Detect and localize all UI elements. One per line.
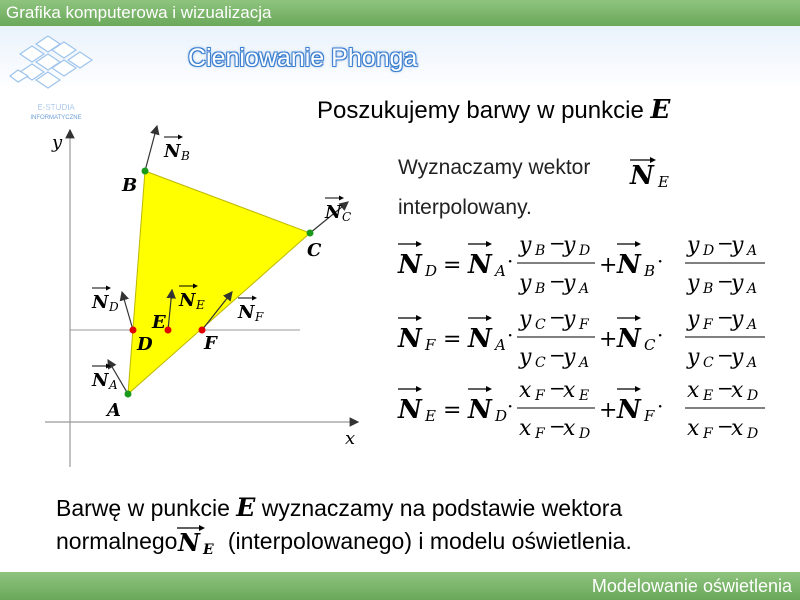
svg-text:x: x	[687, 378, 700, 403]
eq3-t1-sub: D	[495, 407, 508, 425]
point-b	[142, 168, 149, 175]
bottom-line1-b: wyznaczamy na podstawie wektora	[261, 495, 623, 521]
eq1-t2-den-a: B	[703, 281, 714, 297]
normal-label-c	[324, 196, 351, 225]
eq2-t2-den-b: A	[747, 355, 758, 371]
svg-text:E: E	[196, 298, 205, 312]
e-studia-logo	[8, 30, 104, 126]
label-b: B	[122, 175, 138, 196]
point-a	[125, 391, 132, 398]
triangle	[128, 171, 310, 394]
svg-text:·: ·	[507, 249, 514, 273]
svg-text:y: y	[687, 345, 700, 370]
eq3-n-t1: N	[468, 395, 492, 425]
bottom-line1-a: Barwę w punkcie	[56, 495, 230, 521]
bottom-line2-a: normalnego	[56, 528, 178, 554]
eq2-t1-den-b: A	[579, 355, 590, 371]
svg-text:=: =	[443, 398, 462, 423]
eq3-t2-den-a: F	[703, 426, 713, 442]
eq3-n-lhs: N	[398, 395, 422, 425]
svg-text:=: =	[443, 253, 462, 278]
svg-text:·: ·	[657, 394, 664, 418]
svg-text:y: y	[563, 233, 576, 258]
slide-title: Cieniowanie Phonga	[188, 44, 418, 72]
svg-text:y: y	[731, 233, 744, 258]
svg-text:·: ·	[657, 249, 664, 273]
vector-ne-inline	[628, 152, 678, 192]
vector-ne-bottom	[177, 523, 221, 557]
eq2-t1-num-a: C	[535, 317, 546, 333]
eq1-t1-den-b: A	[579, 281, 590, 297]
bottom-text	[56, 493, 632, 557]
eq3-t2-sub: F	[644, 407, 655, 425]
triangle-diagram	[40, 122, 360, 472]
top-bar	[0, 0, 800, 26]
label-d: D	[137, 334, 153, 355]
point-c	[307, 230, 314, 237]
svg-text:N: N	[92, 292, 109, 313]
eq3-t2-num-a: E	[703, 388, 714, 404]
svg-text:A: A	[109, 378, 118, 392]
eq3-t1-num-a: F	[535, 388, 545, 404]
normal-d-arrow	[122, 292, 133, 330]
eq2-t1-num-b: F	[579, 317, 589, 333]
normal-label-d	[91, 286, 119, 315]
eq2-t2-num-b: A	[747, 317, 758, 333]
svg-text:x: x	[687, 416, 700, 441]
eq3-t1-num-b: E	[579, 388, 590, 404]
eq1-n-t1: N	[468, 250, 492, 280]
svg-text:F: F	[255, 310, 264, 324]
svg-text:y: y	[563, 307, 576, 332]
eq1-t1-num-a: B	[535, 243, 546, 259]
svg-text:C: C	[342, 210, 352, 224]
eq1-t1-den-a: B	[535, 281, 546, 297]
eq3-t2-den-b: D	[747, 426, 759, 442]
svg-text:−: −	[549, 414, 566, 438]
svg-text:−: −	[717, 376, 734, 400]
svg-text:−: −	[549, 269, 566, 293]
svg-text:y: y	[687, 307, 700, 332]
svg-text:−: −	[717, 414, 734, 438]
svg-text:−: −	[549, 343, 566, 367]
svg-text:y: y	[519, 271, 532, 296]
eq1-var: y	[519, 233, 532, 258]
svg-text:·: ·	[657, 323, 664, 347]
equation-nd	[395, 228, 785, 300]
svg-text:D: D	[109, 300, 119, 314]
svg-text:N: N	[92, 370, 109, 391]
lead-point-var: E	[650, 95, 671, 125]
bottom-line2-b: (interpolowanego) i modelu oświetlenia.	[227, 528, 632, 554]
svg-text:N: N	[179, 290, 196, 311]
vector-sub: E	[658, 173, 669, 191]
svg-text:y: y	[687, 233, 700, 258]
normal-label-b	[163, 135, 190, 164]
label-f: F	[204, 333, 217, 354]
eq2-t2-num-a: F	[703, 317, 713, 333]
lead-text-label: Poszukujemy barwy w punkcie	[317, 97, 644, 124]
eq1-t1-sub: A	[495, 262, 506, 280]
eq2-var: y	[519, 307, 532, 332]
eq3-n-t2: N	[617, 395, 641, 425]
normal-label-a	[91, 364, 118, 393]
label-c: C	[307, 240, 322, 261]
interpolowany-text: interpolowany.	[398, 196, 532, 219]
svg-text:−: −	[549, 305, 566, 329]
eq2-n-lhs: N	[398, 324, 422, 354]
eq2-t2-sub: C	[644, 336, 656, 354]
svg-text:·: ·	[507, 323, 514, 347]
eq1-t1-num-b: D	[579, 243, 591, 259]
eq2-n-t2: N	[617, 324, 641, 354]
eq3-var: x	[519, 378, 532, 403]
svg-text:−: −	[549, 231, 566, 255]
svg-text:−: −	[549, 376, 566, 400]
eq1-n-t2: N	[617, 250, 641, 280]
eq2-lhs-sub: F	[425, 336, 436, 354]
svg-text:N: N	[178, 528, 201, 557]
equation-ne	[395, 373, 785, 445]
label-e: E	[152, 312, 166, 333]
svg-text:y: y	[731, 307, 744, 332]
y-axis-label: y	[52, 132, 63, 153]
svg-text:+: +	[599, 398, 618, 423]
svg-text:x: x	[563, 416, 576, 441]
eq1-lhs-sub: D	[425, 262, 438, 280]
svg-text:−: −	[717, 231, 734, 255]
eq1-t2-den-b: A	[747, 281, 758, 297]
bottom-line1-var: E	[236, 493, 256, 522]
svg-text:N: N	[238, 302, 255, 323]
label-a: A	[107, 400, 121, 421]
eq2-t1-den-a: C	[535, 355, 546, 371]
eq3-t1-den-a: F	[535, 426, 545, 442]
bottom-line-1	[56, 493, 632, 523]
logo-text-line1: E-STUDIA	[37, 103, 75, 112]
svg-text:+: +	[599, 253, 618, 278]
svg-text:N: N	[325, 202, 342, 223]
svg-text:y: y	[563, 271, 576, 296]
svg-text:y: y	[731, 345, 744, 370]
eq3-lhs-sub: E	[425, 407, 436, 425]
eq1-t2-num-a: D	[703, 243, 715, 259]
svg-text:x: x	[563, 378, 576, 403]
svg-text:B: B	[181, 149, 190, 163]
logo-text-line2: INFORMATYCZNE	[30, 115, 82, 121]
x-axis-label: x	[345, 428, 356, 449]
vector-symbol: N	[630, 161, 654, 191]
bottom-line-2	[56, 523, 632, 557]
eq1-t2-sub: B	[644, 262, 656, 280]
eq2-t1-sub: A	[495, 336, 506, 354]
equation-nf	[395, 302, 785, 374]
svg-text:N: N	[164, 141, 181, 162]
svg-text:−: −	[717, 269, 734, 293]
svg-text:=: =	[443, 327, 462, 352]
eq3-t2-num-b: D	[747, 388, 759, 404]
svg-text:·: ·	[507, 394, 514, 418]
wyznaczamy-text: Wyznaczamy wektor	[398, 156, 591, 179]
svg-text:x: x	[731, 378, 744, 403]
eq1-n-lhs: N	[398, 250, 422, 280]
svg-text:y: y	[731, 271, 744, 296]
eq2-n-t1: N	[468, 324, 492, 354]
svg-text:x: x	[519, 416, 532, 441]
eq2-t2-den-a: C	[703, 355, 714, 371]
svg-text:E: E	[203, 542, 215, 557]
eq3-t1-den-b: D	[579, 426, 591, 442]
svg-text:y: y	[687, 271, 700, 296]
normal-b-arrow	[145, 126, 157, 171]
svg-text:y: y	[563, 345, 576, 370]
svg-text:+: +	[599, 327, 618, 352]
course-title: Grafika komputerowa i wizualizacja	[6, 3, 272, 22]
svg-text:−: −	[717, 305, 734, 329]
section-title: Modelowanie oświetlenia	[591, 576, 792, 596]
eq1-t2-num-b: A	[747, 243, 758, 259]
bottom-bar	[0, 572, 800, 600]
svg-text:−: −	[717, 343, 734, 367]
svg-text:x: x	[731, 416, 744, 441]
lead-text	[317, 95, 670, 125]
svg-text:y: y	[519, 345, 532, 370]
normal-label-f	[237, 296, 264, 325]
point-d	[130, 327, 137, 334]
